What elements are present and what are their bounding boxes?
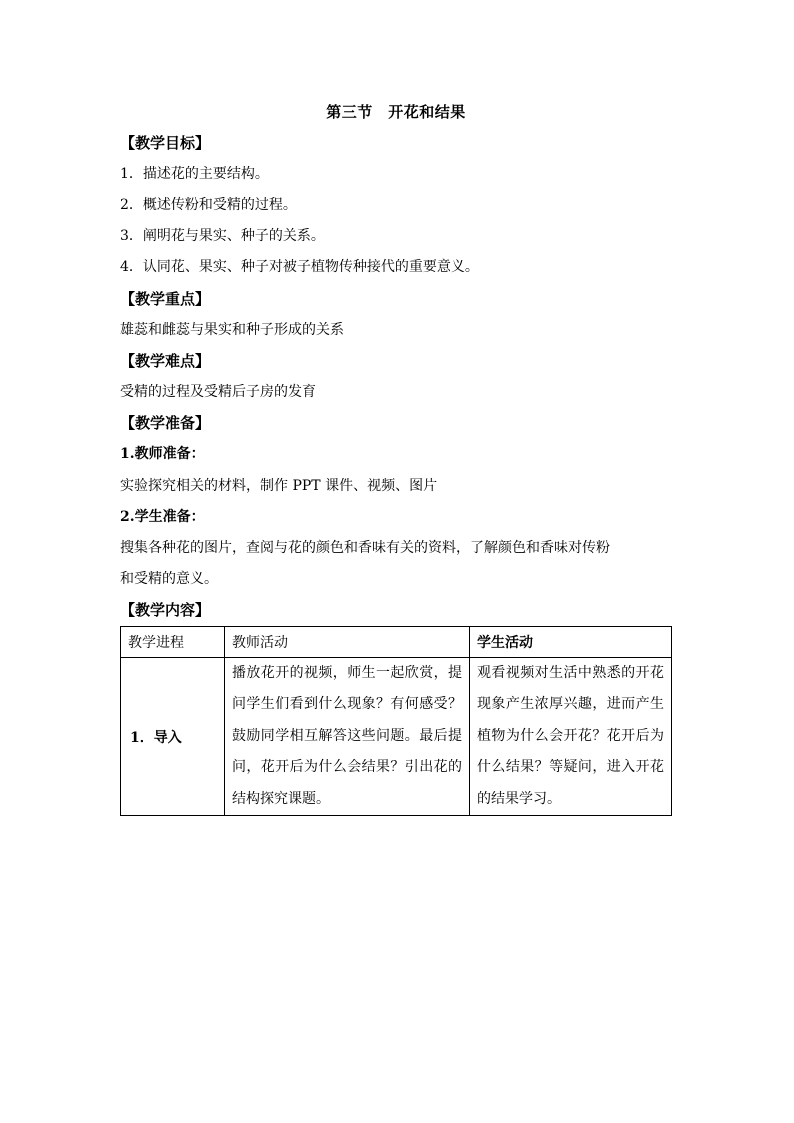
difficulties-text: 受精的过程及受精后子房的发育 [120,384,316,400]
teacher-activity-cell [225,658,470,816]
student-preparation-text-line1: 搜集各种花的图片，查阅与花的颜色和香味有关的资料，了解颜色和香味对传粉 [120,540,610,556]
stage-cell: 1．导入 [121,658,225,816]
student-preparation-label: 2.学生准备： [120,509,205,525]
objective-item-1: 1．描述花的主要结构。 [120,166,269,182]
header-teacher-activity: 教师活动 [225,627,470,658]
key-points-heading: 【教学重点】 [120,290,211,308]
content-heading: 【教学内容】 [120,601,211,619]
table-header-row [121,627,672,658]
key-points-text: 雄蕊和雌蕊与果实和种子形成的关系 [120,322,344,338]
preparation-heading: 【教学准备】 [120,414,211,432]
teacher-preparation-label: 1.教师准备： [120,446,205,462]
page-title: 第三节 开花和结果 [326,103,466,121]
objective-item-3: 3．阐明花与果实、种子的关系。 [120,228,325,244]
objective-item-2: 2．概述传粉和受精的过程。 [120,197,297,213]
header-student-activity: 学生活动 [470,627,672,658]
objectives-heading: 【教学目标】 [120,134,211,152]
difficulties-heading: 【教学难点】 [120,352,211,370]
lesson-content-table [120,626,672,816]
student-activity-text: 观看视频对生活中熟悉的开花现象产生浓厚兴趣，进而产生植物为什么会开花？花开后为什么结果？等疑问，进入开花的结果学习。 [477,665,664,807]
table-row [121,658,672,816]
objective-item-4: 4．认同花、果实、种子对被子植物传种接代的重要意义。 [120,259,479,275]
teacher-activity-text: 播放花开的视频，师生一起欣赏，提问学生们看到什么现象？有何感受？鼓励同学相互解答这些问题。最后提问，花开后为什么会结果？引出花的结构探究课题。 [232,665,462,807]
header-stage: 教学进程 [121,627,225,658]
teacher-preparation-text: 实验探究相关的材料，制作 PPT 课件、视频、图片 [120,478,438,494]
student-preparation-text-line2: 和受精的意义。 [120,571,218,587]
student-activity-cell [470,658,672,816]
